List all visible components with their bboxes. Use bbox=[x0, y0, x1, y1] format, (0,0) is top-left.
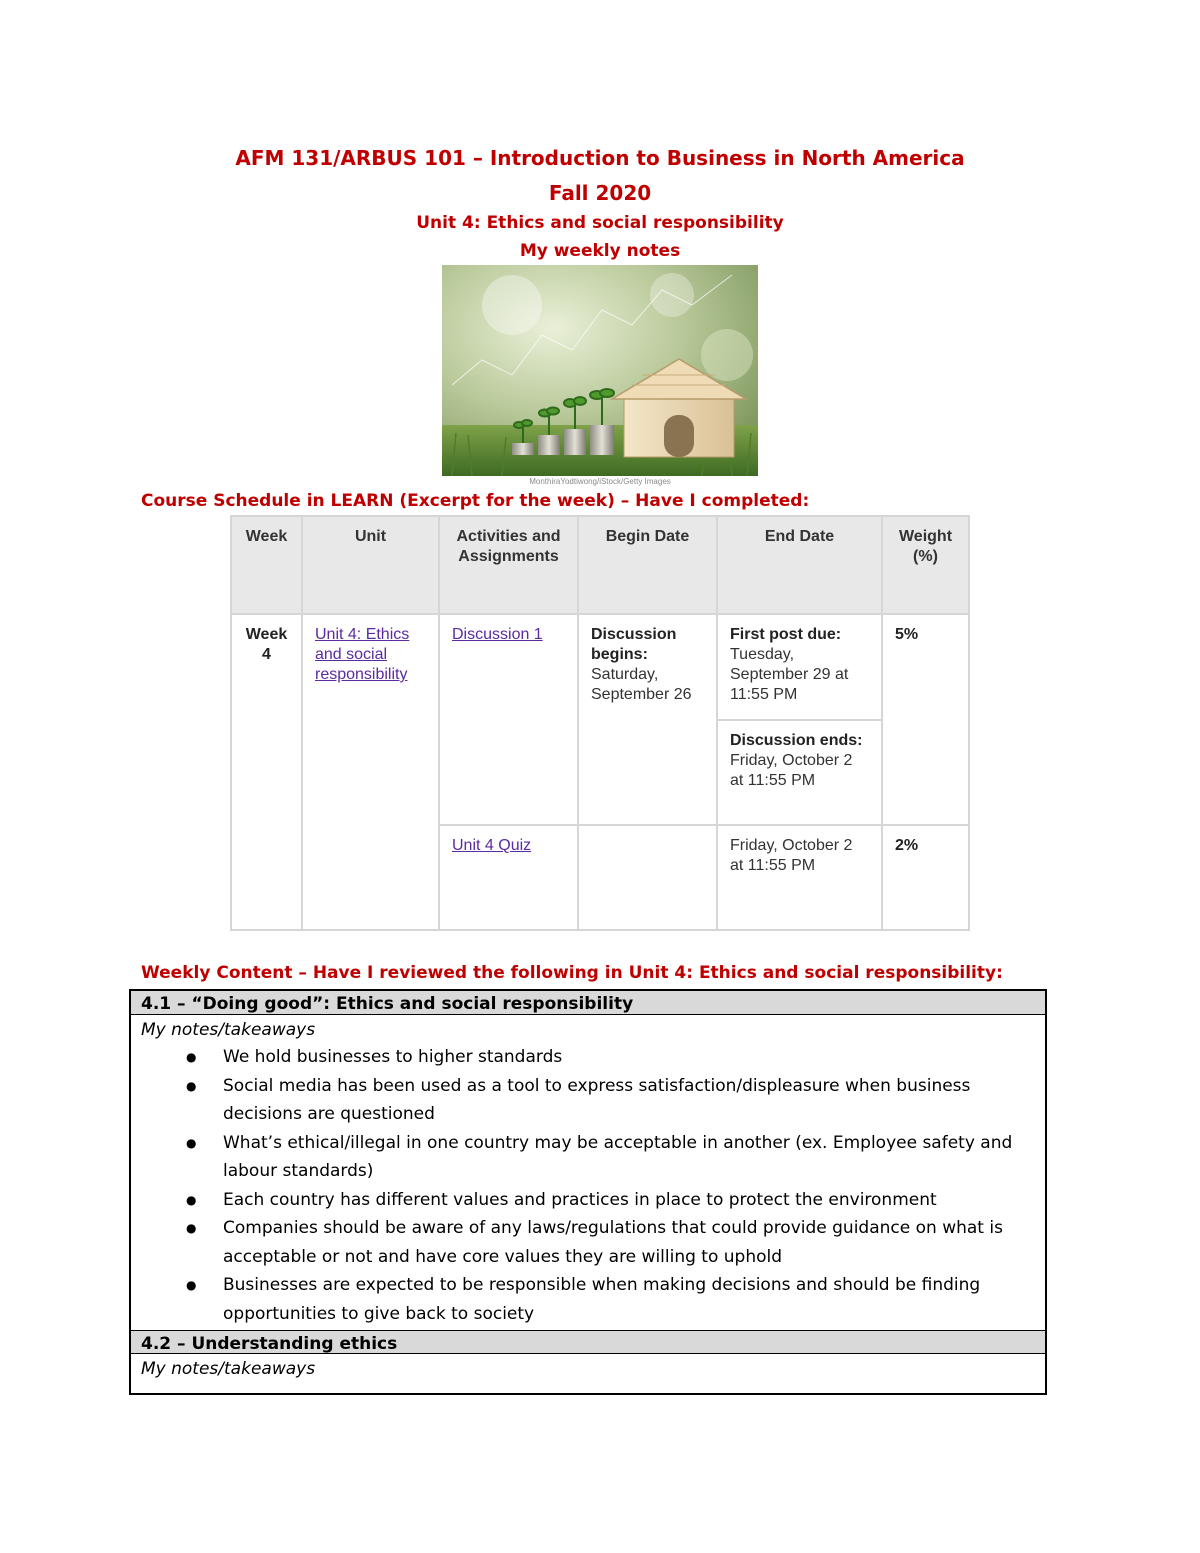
column-header-end-date: End Date bbox=[716, 515, 883, 615]
column-header-week: Week bbox=[230, 515, 303, 615]
unit-title: Unit 4: Ethics and social responsibility bbox=[416, 213, 784, 233]
list-item: ● What’s ethical/illegal in one country may be acceptable in another (ex. Employee safety and labour standards) bbox=[211, 1129, 1035, 1186]
course-title: AFM 131/ARBUS 101 – Introduction to Business in North America bbox=[235, 146, 965, 170]
week-cell: Week 4 bbox=[230, 613, 303, 931]
weight-cell: 5% bbox=[881, 613, 970, 826]
end-date: Friday, October 2 at 11:55 PM bbox=[730, 752, 853, 789]
unit-cell bbox=[301, 613, 440, 931]
unit-4-quiz-link[interactable]: Unit 4 Quiz bbox=[452, 837, 532, 854]
term-title: Fall 2020 bbox=[548, 181, 652, 205]
begin-date-cell bbox=[577, 613, 718, 826]
notes-cell-4-2 bbox=[131, 1354, 1045, 1384]
end-label: First post due: bbox=[730, 626, 842, 643]
activity-cell bbox=[438, 613, 579, 826]
column-header-unit: Unit bbox=[301, 515, 440, 615]
discussion-1-link[interactable]: Discussion 1 bbox=[452, 626, 543, 643]
notes-cell-4-1 bbox=[131, 1015, 1045, 1330]
weekly-content-heading: Weekly Content – Have I reviewed the following in Unit 4: Ethics and social responsibility: bbox=[141, 963, 1003, 983]
column-header-activities: Activities and Assignments bbox=[438, 515, 579, 615]
begin-label: Discussion begins: bbox=[591, 626, 677, 663]
end-label: Discussion ends: bbox=[730, 732, 863, 749]
notes-label: My notes/takeaways bbox=[141, 1020, 316, 1040]
list-item: ● We hold businesses to higher standards bbox=[211, 1043, 1035, 1072]
schedule-table bbox=[230, 515, 970, 931]
end-date-cell bbox=[716, 613, 883, 721]
photo-credit: MonthiraYodtiwong/iStock/Getty Images bbox=[529, 477, 671, 486]
unit-link[interactable]: Unit 4: Ethics and social responsibility bbox=[315, 626, 410, 683]
weight-cell: 2% bbox=[881, 824, 970, 931]
list-item: ● Each country has different values and practices in place to protect the environment bbox=[211, 1186, 1035, 1215]
weekly-notes-title: My weekly notes bbox=[519, 241, 681, 261]
end-date-cell: Friday, October 2 at 11:55 PM bbox=[716, 824, 883, 931]
end-date: Tuesday, September 29 at 11:55 PM bbox=[730, 646, 849, 703]
notes-list bbox=[141, 1043, 1035, 1328]
hero-image bbox=[442, 265, 758, 476]
schedule-heading: Course Schedule in LEARN (Excerpt for the week) – Have I completed: bbox=[141, 491, 810, 511]
weekly-content-table bbox=[129, 989, 1047, 1395]
end-date-cell bbox=[716, 719, 883, 826]
column-header-weight: Weight (%) bbox=[881, 515, 970, 615]
activity-cell bbox=[438, 824, 579, 931]
begin-date: Saturday, September 26 bbox=[591, 666, 692, 703]
list-item: ● Companies should be aware of any laws/regulations that could provide guidance on what is acceptable or not and have core values they are willing to uphold bbox=[211, 1214, 1035, 1271]
section-title-4-2: 4.2 – Understanding ethics bbox=[131, 1330, 1045, 1354]
section-title-4-1: 4.1 – “Doing good”: Ethics and social responsibility bbox=[131, 991, 1045, 1015]
list-item: ● Businesses are expected to be responsible when making decisions and should be finding opportunities to give back to society bbox=[211, 1271, 1035, 1328]
begin-date-cell bbox=[577, 824, 718, 931]
list-item: ● Social media has been used as a tool to express satisfaction/displeasure when business decisions are questioned bbox=[211, 1072, 1035, 1129]
notes-label: My notes/takeaways bbox=[141, 1359, 316, 1379]
column-header-begin-date: Begin Date bbox=[577, 515, 718, 615]
